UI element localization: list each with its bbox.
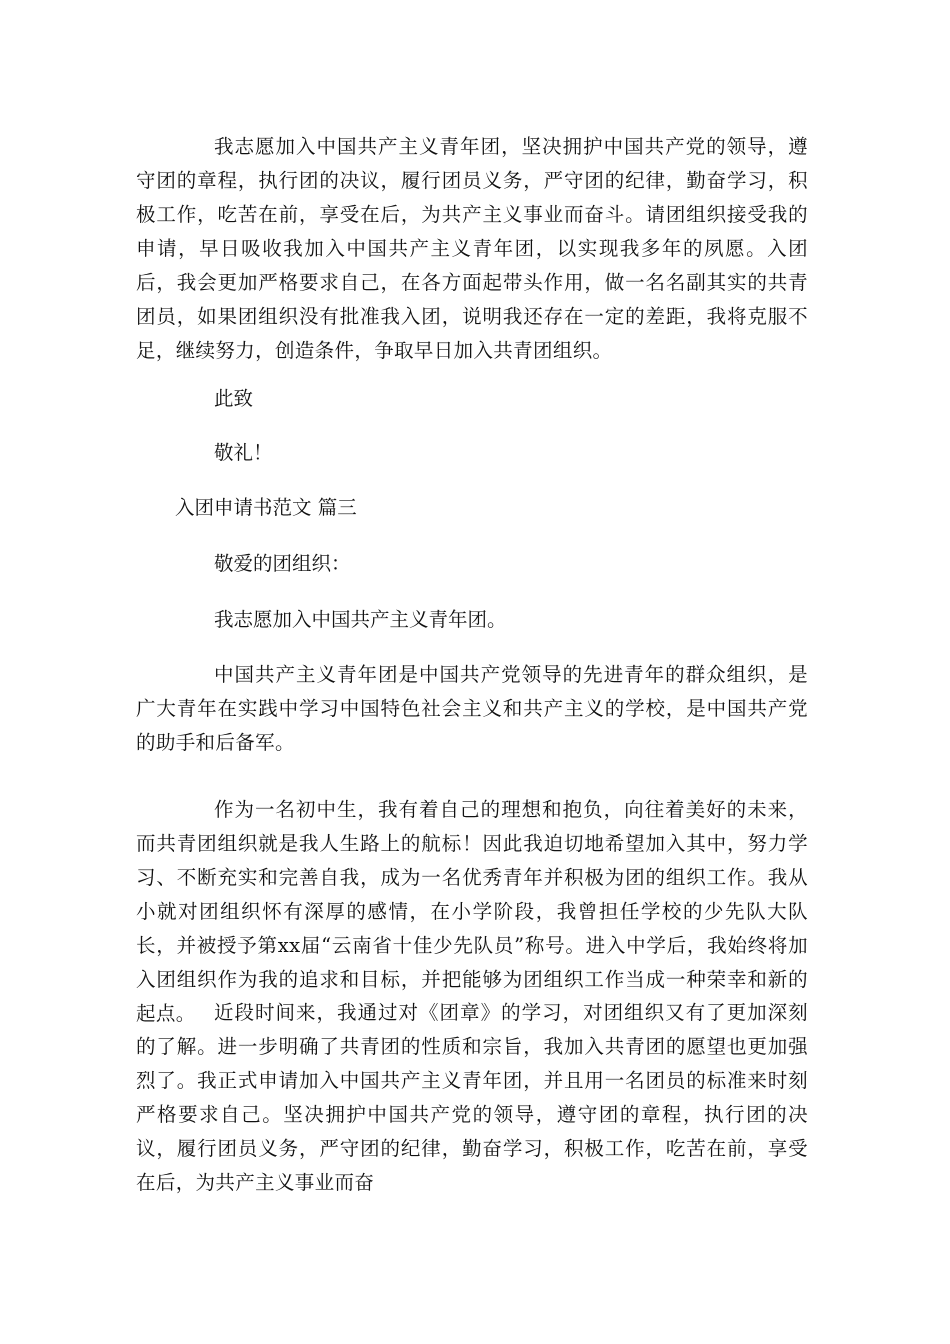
paragraph-league-definition: 中国共产主义青年团是中国共产党领导的先进青年的群众组织，是广大青年在实践中学习中国特色社会主义和共产主义的学校，是中国共产党的助手和后备军。: [136, 663, 808, 754]
paragraph-personal-background: 作为一名初中生，我有着自己的理想和抱负，向往着美好的未来，而共青团组织就是我人生路上的航标！因此我迫切地希望加入其中，努力学习、不断充实和完善自我，成为一名优秀青年并积极为团的组织工作。我从小就对团组织怀有深厚的感情，在小学阶段，我曾担任学校的少先队大队长，并被授予第xx届“云南省十佳少先队员”称号。进入中学后，我始终将加入团组织作为我的追求和目标，并把能够为团组织工作当成一种荣幸和新的起点。: [136, 798, 808, 1025]
paragraph-application-pledge: 我志愿加入中国共产主义青年团，坚决拥护中国共产党的领导，遵守团的章程，执行团的决议，履行团员义务，严守团的纪律，勤奋学习，积极工作，吃苦在前，享受在后，为共产主义事业而奋斗。请团组织接受我的申请，早日吸收我加入中国共产主义青年团，以实现我多年的夙愿。入团后，我会更加严格要求自己，在各方面起带头作用，做一名名副其实的共青团员，如果团组织没有批准我入团，说明我还存在一定的差距，我将克服不足，继续努力，创造条件，争取早日加入共青团组织。: [136, 135, 808, 362]
closing-salute-line: 此致: [214, 387, 254, 410]
section-title: 入团申请书范文 篇三: [175, 496, 357, 519]
salutation: 敬爱的团组织：: [214, 552, 351, 575]
paragraph-commitment: 近段时间来，我通过对《团章》的学习，对团组织又有了更加深刻的了解。进一步明确了共青团的性质和宗旨，我加入共青团的愿望也更加强烈了。我正式申请加入中国共产主义青年团，并且用一名团员的标准来时刻严格要求自己。坚决拥护中国共产党的领导，遵守团的章程，执行团的决议，履行团员义务，严守团的纪律，勤奋学习，积极工作，吃苦在前，享受在后，为共产主义事业而奋: [136, 1001, 808, 1194]
paragraph-intent: 我志愿加入中国共产主义青年团。: [214, 608, 507, 631]
closing-regards-line: 敬礼！: [214, 441, 273, 464]
